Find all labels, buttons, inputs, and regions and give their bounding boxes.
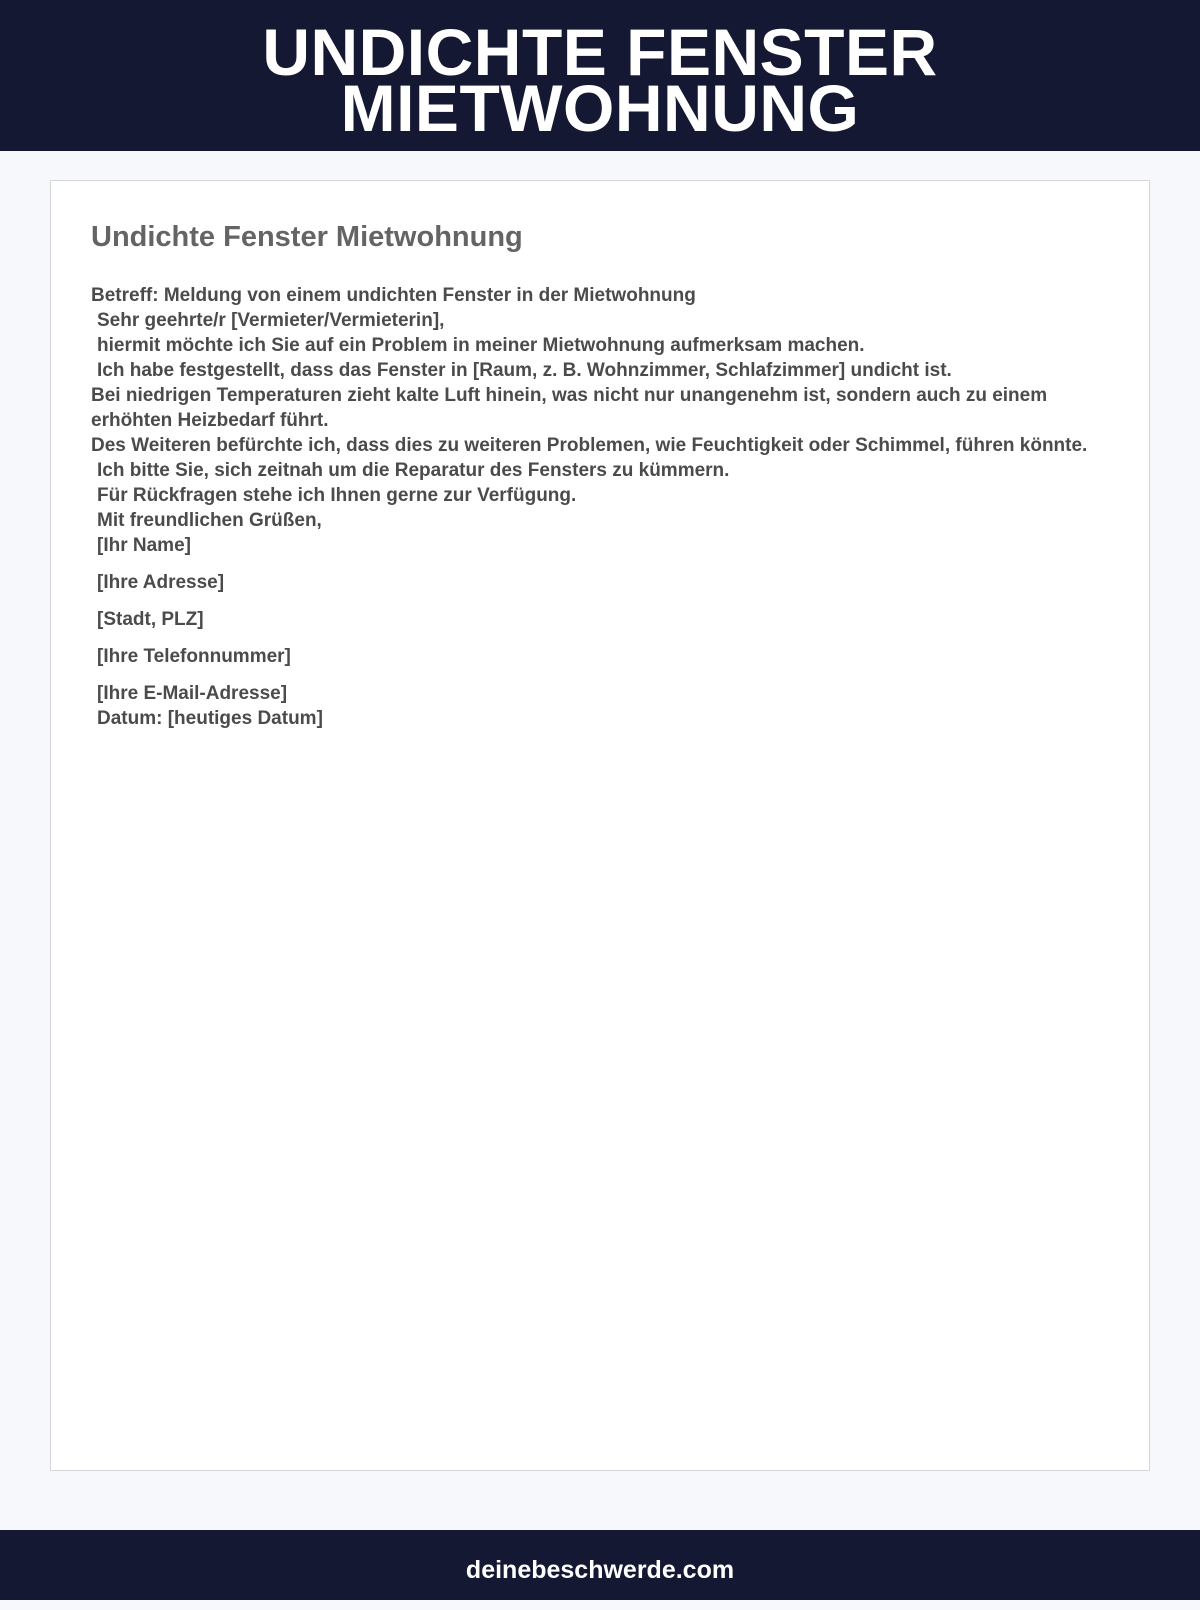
- letter-address-placeholder: [Ihre Adresse]: [97, 572, 225, 593]
- letter-body: [91, 283, 1109, 731]
- letter-line: Für Rückfragen stehe ich Ihnen gerne zur Verfügung.: [97, 485, 577, 506]
- letter-email-placeholder: [Ihre E-Mail-Adresse]: [97, 683, 288, 704]
- letter-line: Ich habe festgestellt, dass das Fenster in [Raum, z. B. Wohnzimmer, Schlafzimmer] undicht ist.: [97, 360, 952, 381]
- page-header: [0, 0, 1200, 151]
- header-title-line-2: MIETWOHNUNG: [340, 71, 860, 145]
- letter-subject: Betreff: Meldung von einem undichten Fenster in der Mietwohnung: [91, 285, 696, 306]
- letter-city-placeholder: [Stadt, PLZ]: [97, 609, 204, 630]
- letter-line: hiermit möchte ich Sie auf ein Problem in meiner Mietwohnung aufmerksam machen.: [97, 335, 865, 356]
- letter-name-placeholder: [Ihr Name]: [97, 535, 191, 556]
- page-footer: [0, 1530, 1200, 1600]
- document-title: Undichte Fenster Mietwohnung: [91, 221, 523, 253]
- letter-line: Bei niedrigen Temperaturen zieht kalte Luft hinein, was nicht nur unangenehm ist, sondern auch zu einem erhöhten Heizbedarf führt.: [91, 385, 1048, 431]
- letter-salutation: Sehr geehrte/r [Vermieter/Vermieterin],: [97, 310, 445, 331]
- letter-date-placeholder: Datum: [heutiges Datum]: [97, 708, 323, 729]
- letter-card: [50, 180, 1150, 1471]
- letter-line: Des Weiteren befürchte ich, dass dies zu weiteren Problemen, wie Feuchtigkeit oder Schimmel, führen könnte.: [91, 435, 1088, 456]
- letter-line: Ich bitte Sie, sich zeitnah um die Reparatur des Fensters zu kümmern.: [97, 460, 730, 481]
- letter-phone-placeholder: [Ihre Telefonnummer]: [97, 646, 291, 667]
- header-title: [0, 15, 1200, 145]
- footer-site-link[interactable]: deinebeschwerde.com: [465, 1556, 735, 1584]
- header-title-line-1: UNDICHTE FENSTER: [262, 15, 938, 89]
- letter-closing: Mit freundlichen Grüßen,: [97, 510, 322, 531]
